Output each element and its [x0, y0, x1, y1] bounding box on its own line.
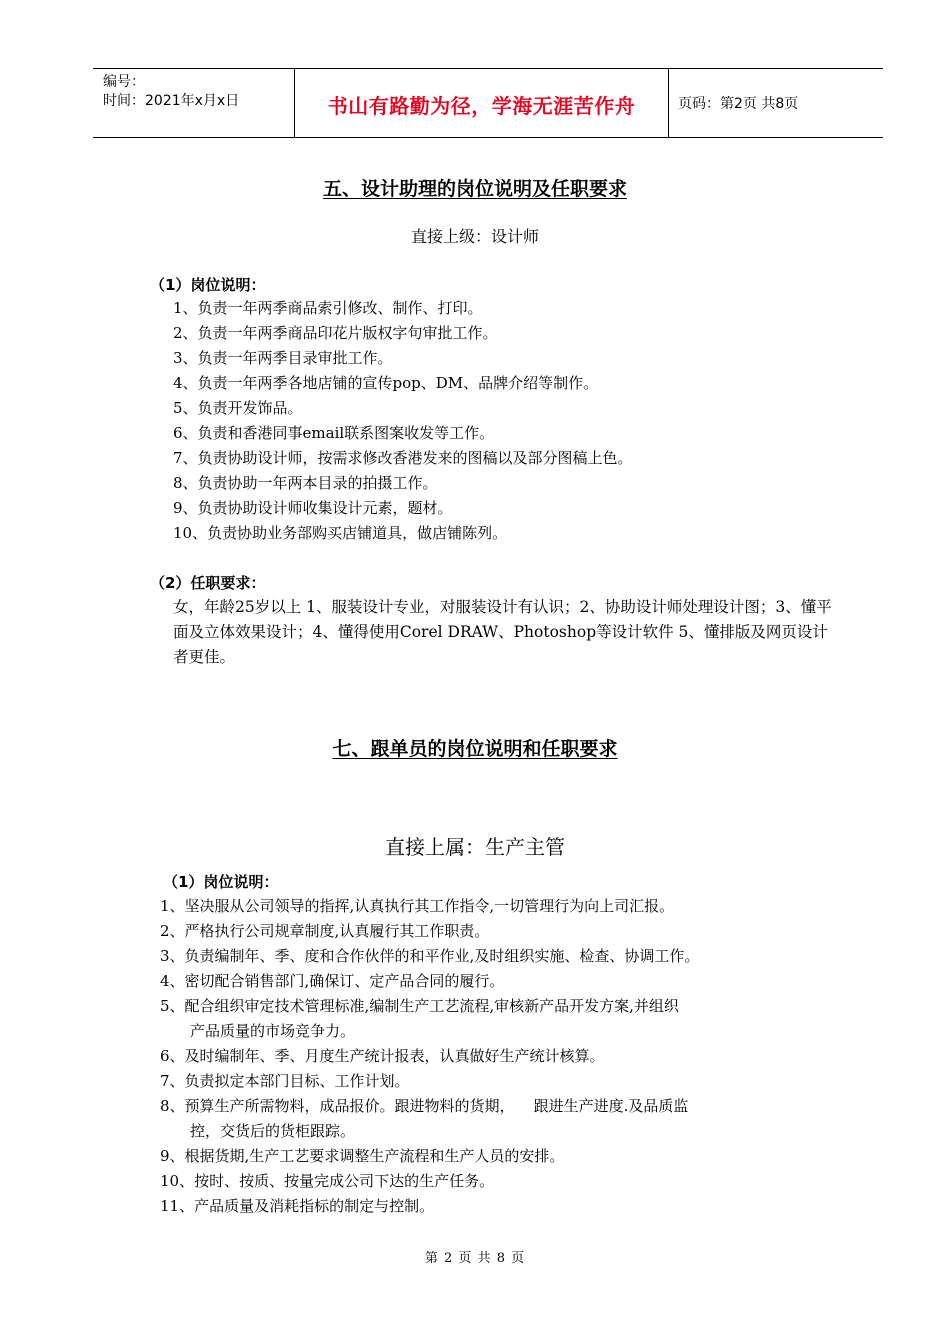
list-item: 10、按时、按质、按量完成公司下达的生产任务。	[160, 1172, 495, 1190]
section5-title: 五、设计助理的岗位说明及任职要求	[322, 178, 627, 200]
header-motto: 书山有路勤为径，学海无涯苦作舟	[327, 94, 636, 118]
list-item: 2、严格执行公司规章制度,认真履行其工作职责。	[160, 922, 490, 940]
list-item-continuation: 产品质量的市场竞争力。	[190, 1022, 356, 1040]
section5-superior: 直接上级：设计师	[410, 227, 539, 246]
list-item: 11、产品质量及消耗指标的制定与控制。	[160, 1197, 435, 1215]
serial-label: 编号：	[103, 74, 145, 90]
list-item: 1、坚决服从公司领导的指挥,认真执行其工作指令,一切管理行为向上司汇报。	[160, 897, 675, 915]
list-item: 4、密切配合销售部门,确保订、定产品合同的履行。	[160, 972, 505, 990]
section7-superior: 直接上属：生产主管	[385, 835, 565, 859]
list-item: 3、负责编制年、季、度和合作伙伴的和平作业,及时组织实施、检查、协调工作。	[160, 947, 700, 965]
list-item: 3、负责一年两季目录审批工作。	[173, 349, 393, 367]
header-divider	[668, 69, 669, 137]
header-meta	[103, 73, 239, 111]
section7-duties-heading: （1）岗位说明：	[163, 873, 279, 891]
list-item: 6、负责和香港同事email联系图案收发等工作。	[173, 424, 495, 442]
section7-title: 七、跟单员的岗位说明和任职要求	[332, 738, 618, 760]
page-header	[93, 68, 883, 138]
list-item: 5、配合组织审定技术管理标准,编制生产工艺流程,审核新产品开发方案,并组织	[160, 997, 679, 1015]
page-footer: 第 2 页 共 8 页	[424, 1251, 526, 1266]
list-item: 6、及时编制年、季、月度生产统计报表，认真做好生产统计核算。	[160, 1047, 605, 1065]
list-item: 9、负责协助设计师收集设计元素，题材。	[173, 499, 453, 517]
list-item: 9、根据货期,生产工艺要求调整生产流程和生产人员的安排。	[160, 1147, 565, 1165]
section5-req-heading: （2）任职要求：	[150, 574, 266, 592]
time-label: 时间：2021年x月x日	[103, 93, 240, 109]
list-item: 7、负责协助设计师，按需求修改香港发来的图稿以及部分图稿上色。	[173, 449, 633, 467]
section5-req-text: 女，年龄25岁以上 1、服装设计专业，对服装设计有认识；2、协助设计师处理设计图；3、懂平面及立体效果设计；4、懂得使用Corel DRAW、Photoshop等设计软件 5、懂排版及网页设计者更佳。	[173, 598, 832, 666]
list-item: 8、负责协助一年两本目录的拍摄工作。	[173, 474, 438, 492]
list-item: 10、负责协助业务部购买店铺道具，做店铺陈列。	[173, 524, 508, 542]
list-item: 8、预算生产所需物料，成品报价。跟进物料的货期， 跟进生产进度.及品质监	[160, 1097, 689, 1115]
list-item: 7、负责拟定本部门目标、工作计划。	[160, 1072, 410, 1090]
section5-duties-heading: （1）岗位说明：	[150, 276, 266, 294]
list-item: 4、负责一年两季各地店铺的宣传pop、DM、品牌介绍等制作。	[173, 374, 599, 392]
list-item: 1、负责一年两季商品索引修改、制作、打印。	[173, 299, 483, 317]
header-page-info: 页码：第2页 共8页	[678, 96, 799, 112]
list-item: 2、负责一年两季商品印花片版权字句审批工作。	[173, 324, 498, 342]
list-item: 5、负责开发饰品。	[173, 399, 303, 417]
list-item-continuation: 控，交货后的货柜跟踪。	[190, 1122, 356, 1140]
